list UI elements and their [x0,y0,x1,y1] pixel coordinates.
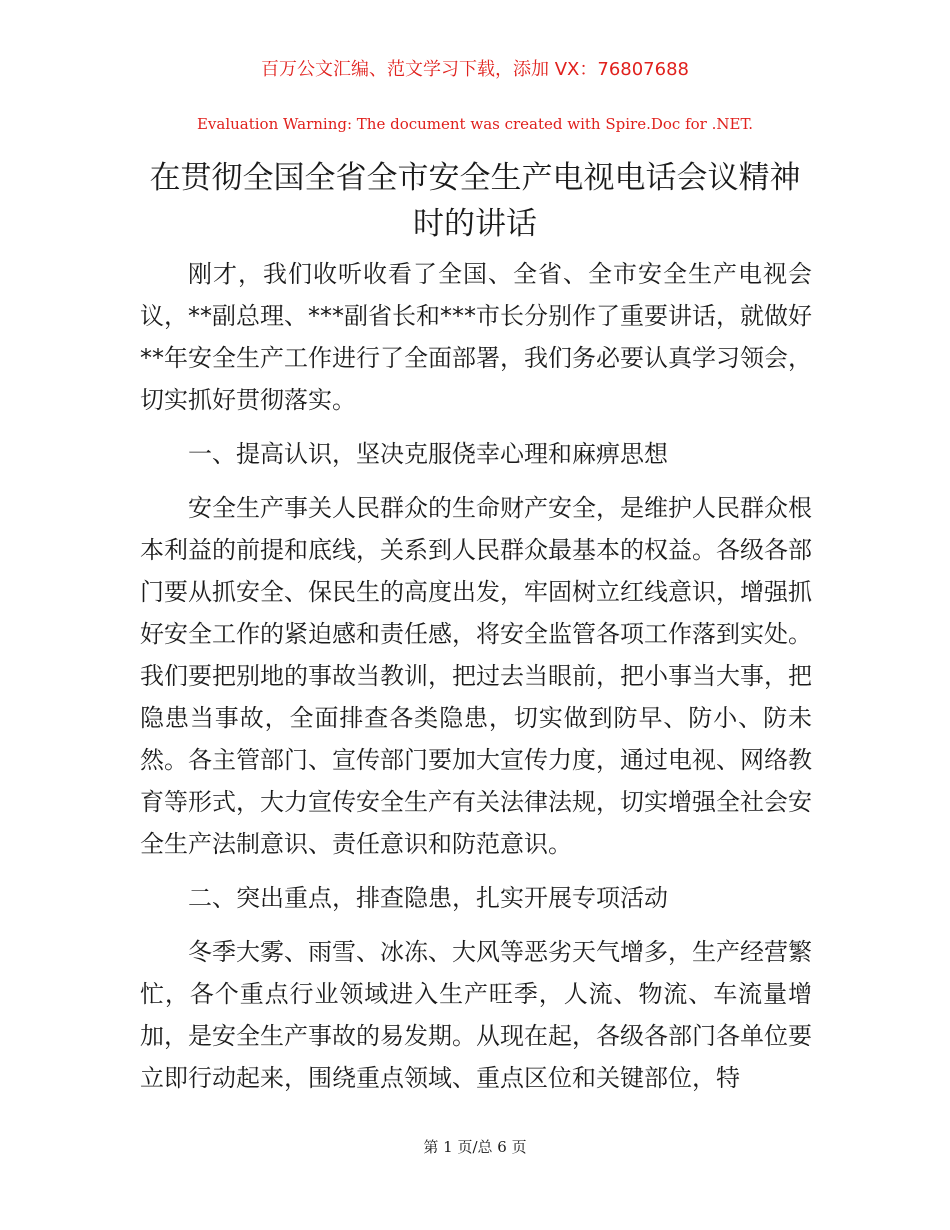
paragraph-section-2: 冬季大雾、雨雪、冰冻、大风等恶劣天气增多，生产经营繁忙，各个重点行业领域进入生产旺季，人流、物流、车流量增加，是安全生产事故的易发期。从现在起，各级各部门各单位要立即行动起来，围绕重点领域、重点区位和关键部位，特 [140,938,812,1092]
document-title: 在贯彻全国全省全市安全生产电视电话会议精神时的讲话 [149,160,801,242]
page-footer: 第 1 页/总 6 页 [423,1138,527,1156]
document-body [140,253,812,1111]
evaluation-warning: Evaluation Warning: The document was created with Spire.Doc for .NET. [196,115,754,133]
section-heading-1: 一、提高认识，坚决克服侥幸心理和麻痹思想 [188,440,668,468]
paragraph-section-1: 安全生产事关人民群众的生命财产安全，是维护人民群众根本利益的前提和底线，关系到人民群众最基本的权益。各级各部门要从抓安全、保民生的高度出发，牢固树立红线意识，增强抓好安全工作的紧迫感和责任感，将安全监管各项工作落到实处。我们要把别地的事故当教训，把过去当眼前，把小事当大事，把隐患当事故，全面排查各类隐患，切实做到防早、防小、防未然。各主管部门、宣传部门要加大宣传力度，通过电视、网络教育等形式，大力宣传安全生产有关法律法规，切实增强全社会安全生产法制意识、责任意识和防范意识。 [140,494,812,858]
section-heading-2: 二、突出重点，排查隐患，扎实开展专项活动 [188,884,668,912]
paragraph-intro: 刚才，我们收听收看了全国、全省、全市安全生产电视会议，**副总理、***副省长和***市长分别作了重要讲话，就做好**年安全生产工作进行了全面部署，我们务必要认真学习领会，切实抓好贯彻落实。 [140,260,812,414]
header-banner: 百万公文汇编、范文学习下载，添加 VX：76807688 [261,59,689,80]
